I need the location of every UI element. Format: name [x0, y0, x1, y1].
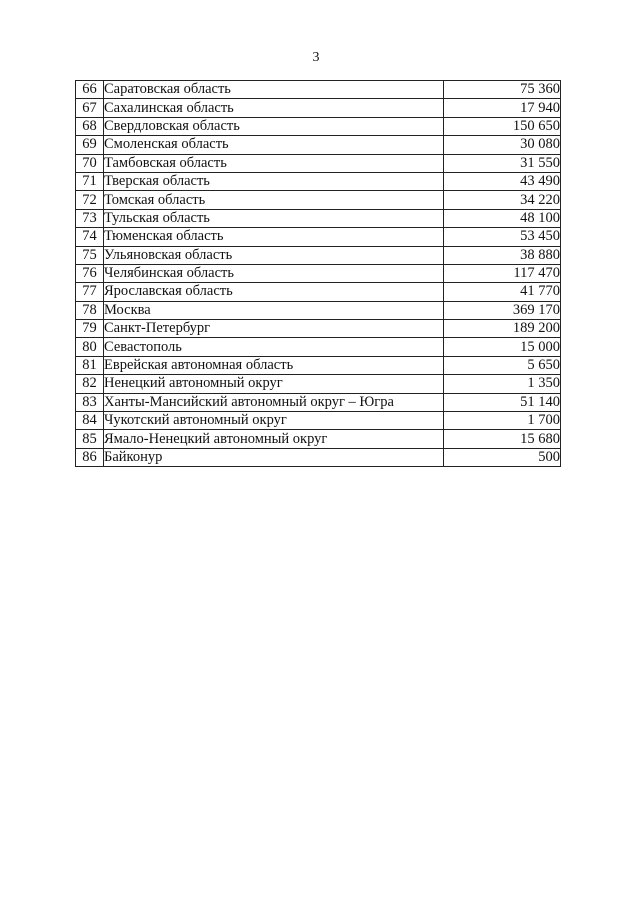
- row-value: 15 000: [444, 338, 561, 356]
- table-row: [76, 448, 561, 466]
- row-value: 500: [444, 448, 561, 466]
- row-number: 72: [76, 191, 104, 209]
- region-name: Тульская область: [104, 209, 444, 227]
- table-row: [76, 228, 561, 246]
- row-value: 189 200: [444, 320, 561, 338]
- row-value: 41 770: [444, 283, 561, 301]
- region-name: Тверская область: [104, 172, 444, 190]
- region-name: Чукотский автономный округ: [104, 412, 444, 430]
- table-row: [76, 172, 561, 190]
- row-number: 74: [76, 228, 104, 246]
- row-number: 71: [76, 172, 104, 190]
- table-row: [76, 246, 561, 264]
- row-number: 70: [76, 154, 104, 172]
- row-number: 83: [76, 393, 104, 411]
- region-name: Свердловская область: [104, 117, 444, 135]
- region-name: Челябинская область: [104, 264, 444, 282]
- region-name: Ханты-Мансийский автономный округ – Югра: [104, 393, 444, 411]
- table-row: [76, 375, 561, 393]
- row-value: 31 550: [444, 154, 561, 172]
- region-name: Севастополь: [104, 338, 444, 356]
- region-name: Москва: [104, 301, 444, 319]
- table-row: [76, 191, 561, 209]
- row-value: 1 700: [444, 412, 561, 430]
- row-number: 80: [76, 338, 104, 356]
- table-row: [76, 283, 561, 301]
- row-value: 53 450: [444, 228, 561, 246]
- table-row: [76, 154, 561, 172]
- row-number: 68: [76, 117, 104, 135]
- data-table: [75, 80, 561, 467]
- row-number: 76: [76, 264, 104, 282]
- row-value: 43 490: [444, 172, 561, 190]
- region-name: Байконур: [104, 448, 444, 466]
- row-value: 48 100: [444, 209, 561, 227]
- row-value: 30 080: [444, 136, 561, 154]
- row-number: 86: [76, 448, 104, 466]
- table-row: [76, 264, 561, 282]
- row-number: 67: [76, 99, 104, 117]
- table-row: [76, 117, 561, 135]
- region-name: Тюменская область: [104, 228, 444, 246]
- row-number: 73: [76, 209, 104, 227]
- table-row: [76, 301, 561, 319]
- row-value: 15 680: [444, 430, 561, 448]
- region-name: Санкт-Петербург: [104, 320, 444, 338]
- region-name: Еврейская автономная область: [104, 356, 444, 374]
- table-row: [76, 81, 561, 99]
- row-value: 75 360: [444, 81, 561, 99]
- table-row: [76, 412, 561, 430]
- row-number: 77: [76, 283, 104, 301]
- table-row: [76, 99, 561, 117]
- row-value: 51 140: [444, 393, 561, 411]
- table-body: [76, 81, 561, 467]
- row-number: 79: [76, 320, 104, 338]
- table-row: [76, 209, 561, 227]
- row-number: 66: [76, 81, 104, 99]
- row-value: 117 470: [444, 264, 561, 282]
- row-value: 5 650: [444, 356, 561, 374]
- region-name: Тамбовская область: [104, 154, 444, 172]
- row-value: 34 220: [444, 191, 561, 209]
- row-value: 150 650: [444, 117, 561, 135]
- row-value: 1 350: [444, 375, 561, 393]
- region-name: Томская область: [104, 191, 444, 209]
- row-number: 84: [76, 412, 104, 430]
- row-value: 369 170: [444, 301, 561, 319]
- region-name: Ненецкий автономный округ: [104, 375, 444, 393]
- region-name: Смоленская область: [104, 136, 444, 154]
- row-value: 38 880: [444, 246, 561, 264]
- row-number: 78: [76, 301, 104, 319]
- table-row: [76, 430, 561, 448]
- table-row: [76, 338, 561, 356]
- region-name: Ямало-Ненецкий автономный округ: [104, 430, 444, 448]
- table-row: [76, 320, 561, 338]
- region-name: Ульяновская область: [104, 246, 444, 264]
- row-value: 17 940: [444, 99, 561, 117]
- row-number: 85: [76, 430, 104, 448]
- row-number: 81: [76, 356, 104, 374]
- table-row: [76, 356, 561, 374]
- row-number: 82: [76, 375, 104, 393]
- row-number: 75: [76, 246, 104, 264]
- page-number: 3: [312, 50, 320, 65]
- row-number: 69: [76, 136, 104, 154]
- region-name: Сахалинская область: [104, 99, 444, 117]
- region-name: Саратовская область: [104, 81, 444, 99]
- table-row: [76, 393, 561, 411]
- region-name: Ярославская область: [104, 283, 444, 301]
- table-row: [76, 136, 561, 154]
